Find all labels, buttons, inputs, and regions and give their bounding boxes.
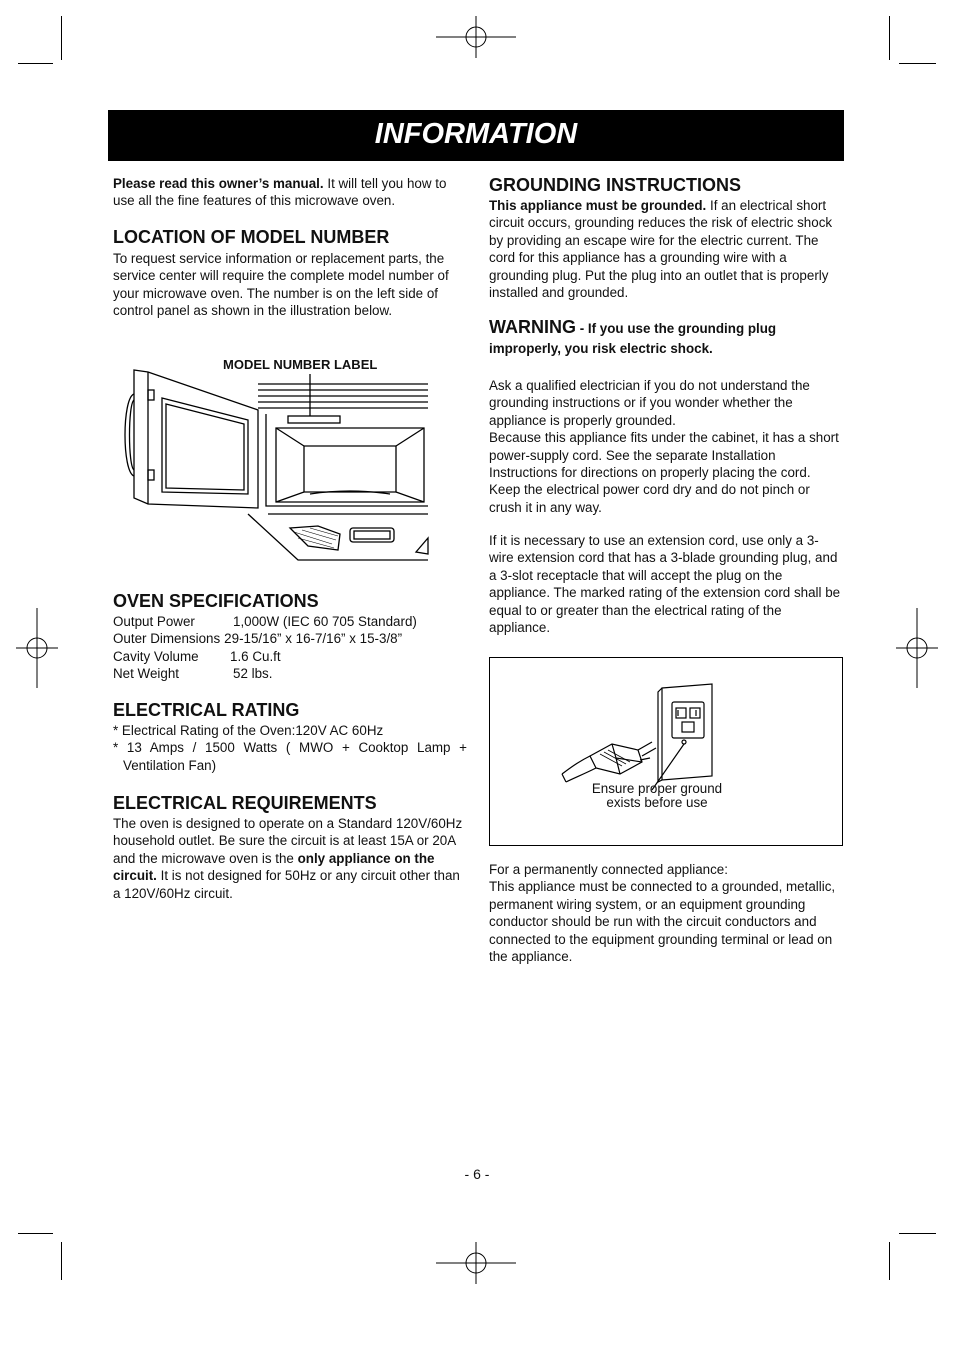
figure-caption-line: exists before use <box>606 795 708 810</box>
electrical-requirements-section <box>113 792 465 902</box>
specs-table <box>113 613 465 683</box>
microwave-illustration <box>118 368 430 568</box>
spec-value: 29-15/16” x 16-7/16” x 15-3/8” <box>224 631 403 647</box>
spec-row <box>113 613 465 630</box>
para-short-cord: Because this appliance fits under the cabinet, it has a short power-supply cord. See the separate Installation Instructions for directions on properly placing the cord. Keep the electrical power cord dry and do not pinch or crush it in any way. <box>489 430 839 515</box>
crop-mark <box>61 1242 62 1280</box>
crop-mark <box>18 1233 53 1234</box>
specs-heading: OVEN SPECIFICATIONS <box>113 591 319 611</box>
requirements-bold: only appliance on the circuit. <box>113 850 435 884</box>
rating-item: * 13 Amps / 1500 Watts ( MWO + Cooktop Lamp + Ventilation Fan) <box>113 740 467 773</box>
requirements-body <box>113 815 465 902</box>
warning-word: WARNING <box>489 317 576 337</box>
spec-key: Net Weight <box>113 666 179 682</box>
spec-value: 1,000W (IEC 60 705 Standard) <box>233 614 417 629</box>
grounding-bold: This appliance must be grounded. <box>489 198 707 213</box>
permanent-connection-section <box>489 861 841 965</box>
electrician-paragraph <box>489 377 841 516</box>
location-heading: LOCATION OF MODEL NUMBER <box>113 227 390 247</box>
location-section <box>113 226 465 320</box>
registration-mark-top <box>436 16 516 58</box>
spec-row <box>113 665 465 682</box>
rating-heading: ELECTRICAL RATING <box>113 700 300 720</box>
crop-mark <box>899 63 936 64</box>
perm-intro: For a permanently connected appliance: <box>489 862 728 877</box>
page-number: - 6 - <box>464 1166 490 1182</box>
crop-mark <box>889 16 890 60</box>
grounding-section <box>489 174 841 301</box>
grounding-body <box>489 197 841 301</box>
page-title: INFORMATION <box>108 110 844 161</box>
warning-block <box>489 317 841 359</box>
model-number-label-caption: MODEL NUMBER LABEL <box>223 357 378 372</box>
spec-value: 1.6 Cu.ft <box>230 648 281 664</box>
requirements-text: The oven is designed to operate on a Standard 120V/60Hz household outlet. Be sure the circuit is at least 15A or 20A and the microwave oven is the <box>113 816 463 866</box>
registration-mark-left <box>16 608 58 688</box>
crop-mark <box>18 63 53 64</box>
extension-cord-paragraph <box>489 532 841 636</box>
electrical-rating-section <box>113 699 467 774</box>
crop-mark <box>61 16 62 60</box>
spec-row <box>113 630 465 647</box>
requirements-text-end: It is not designed for 50Hz or any circuit other than a 120V/60Hz circuit. <box>113 868 460 901</box>
registration-mark-right <box>896 608 938 688</box>
spec-row <box>113 648 465 665</box>
para-extension: If it is necessary to use an extension cord, use only a 3-wire extension cord that has a 3-blade grounding plug, and a 3-slot receptacle that will accept the plug on the appliance. The marked rating of the extension cord shall be equal to or greater than the electrical rating of the appliance. <box>489 533 841 636</box>
figure-caption <box>490 782 824 810</box>
para-electrician: Ask a qualified electrician if you do not understand the grounding instructions or if you wonder whether the appliance is properly grounded. <box>489 378 810 428</box>
grounding-figure <box>489 657 843 846</box>
registration-mark-bottom <box>436 1242 516 1284</box>
requirements-heading: ELECTRICAL REQUIREMENTS <box>113 793 377 813</box>
spec-key: Output Power <box>113 614 195 629</box>
grounding-text: If an electrical short circuit occurs, grounding reduces the risk of electric shock by providing an escape wire for the electric current. The cord for this appliance has a grounding wire with a grounding plug. Put the plug into an outlet that is properly installed and grounded. <box>489 198 833 301</box>
crop-mark <box>889 1242 890 1280</box>
spec-value: 52 lbs. <box>233 666 273 682</box>
perm-body: This appliance must be connected to a grounded, metallic, permanent wiring system, or an equipment grounding conductor should be run with the circuit conductors and connected to the equipment grounding terminal or lead on the appliance. <box>489 879 836 965</box>
rating-item: * Electrical Rating of the Oven:120V AC 60Hz <box>113 723 384 738</box>
plug-outlet-illustration <box>560 682 740 792</box>
spec-key: Outer Dimensions <box>113 631 221 647</box>
intro-text: It will tell you how to use all the fine features of this microwave oven. <box>113 176 447 209</box>
warning-text: If you use the grounding plug improperly, you risk electric shock. <box>489 321 777 356</box>
spec-key: Cavity Volume <box>113 648 199 664</box>
figure-caption-line: Ensure proper ground <box>591 781 723 796</box>
warning-dash: - <box>576 321 588 336</box>
grounding-heading: GROUNDING INSTRUCTIONS <box>489 175 741 195</box>
location-body: To request service information or replacement parts, the service center will require the complete model number of your microwave oven. The number is on the left side of control panel as shown in the illustration below. <box>113 251 449 319</box>
intro-paragraph <box>113 175 465 210</box>
intro-bold: Please read this owner’s manual. <box>113 176 324 191</box>
oven-specifications-section <box>113 590 465 683</box>
crop-mark <box>899 1233 936 1234</box>
